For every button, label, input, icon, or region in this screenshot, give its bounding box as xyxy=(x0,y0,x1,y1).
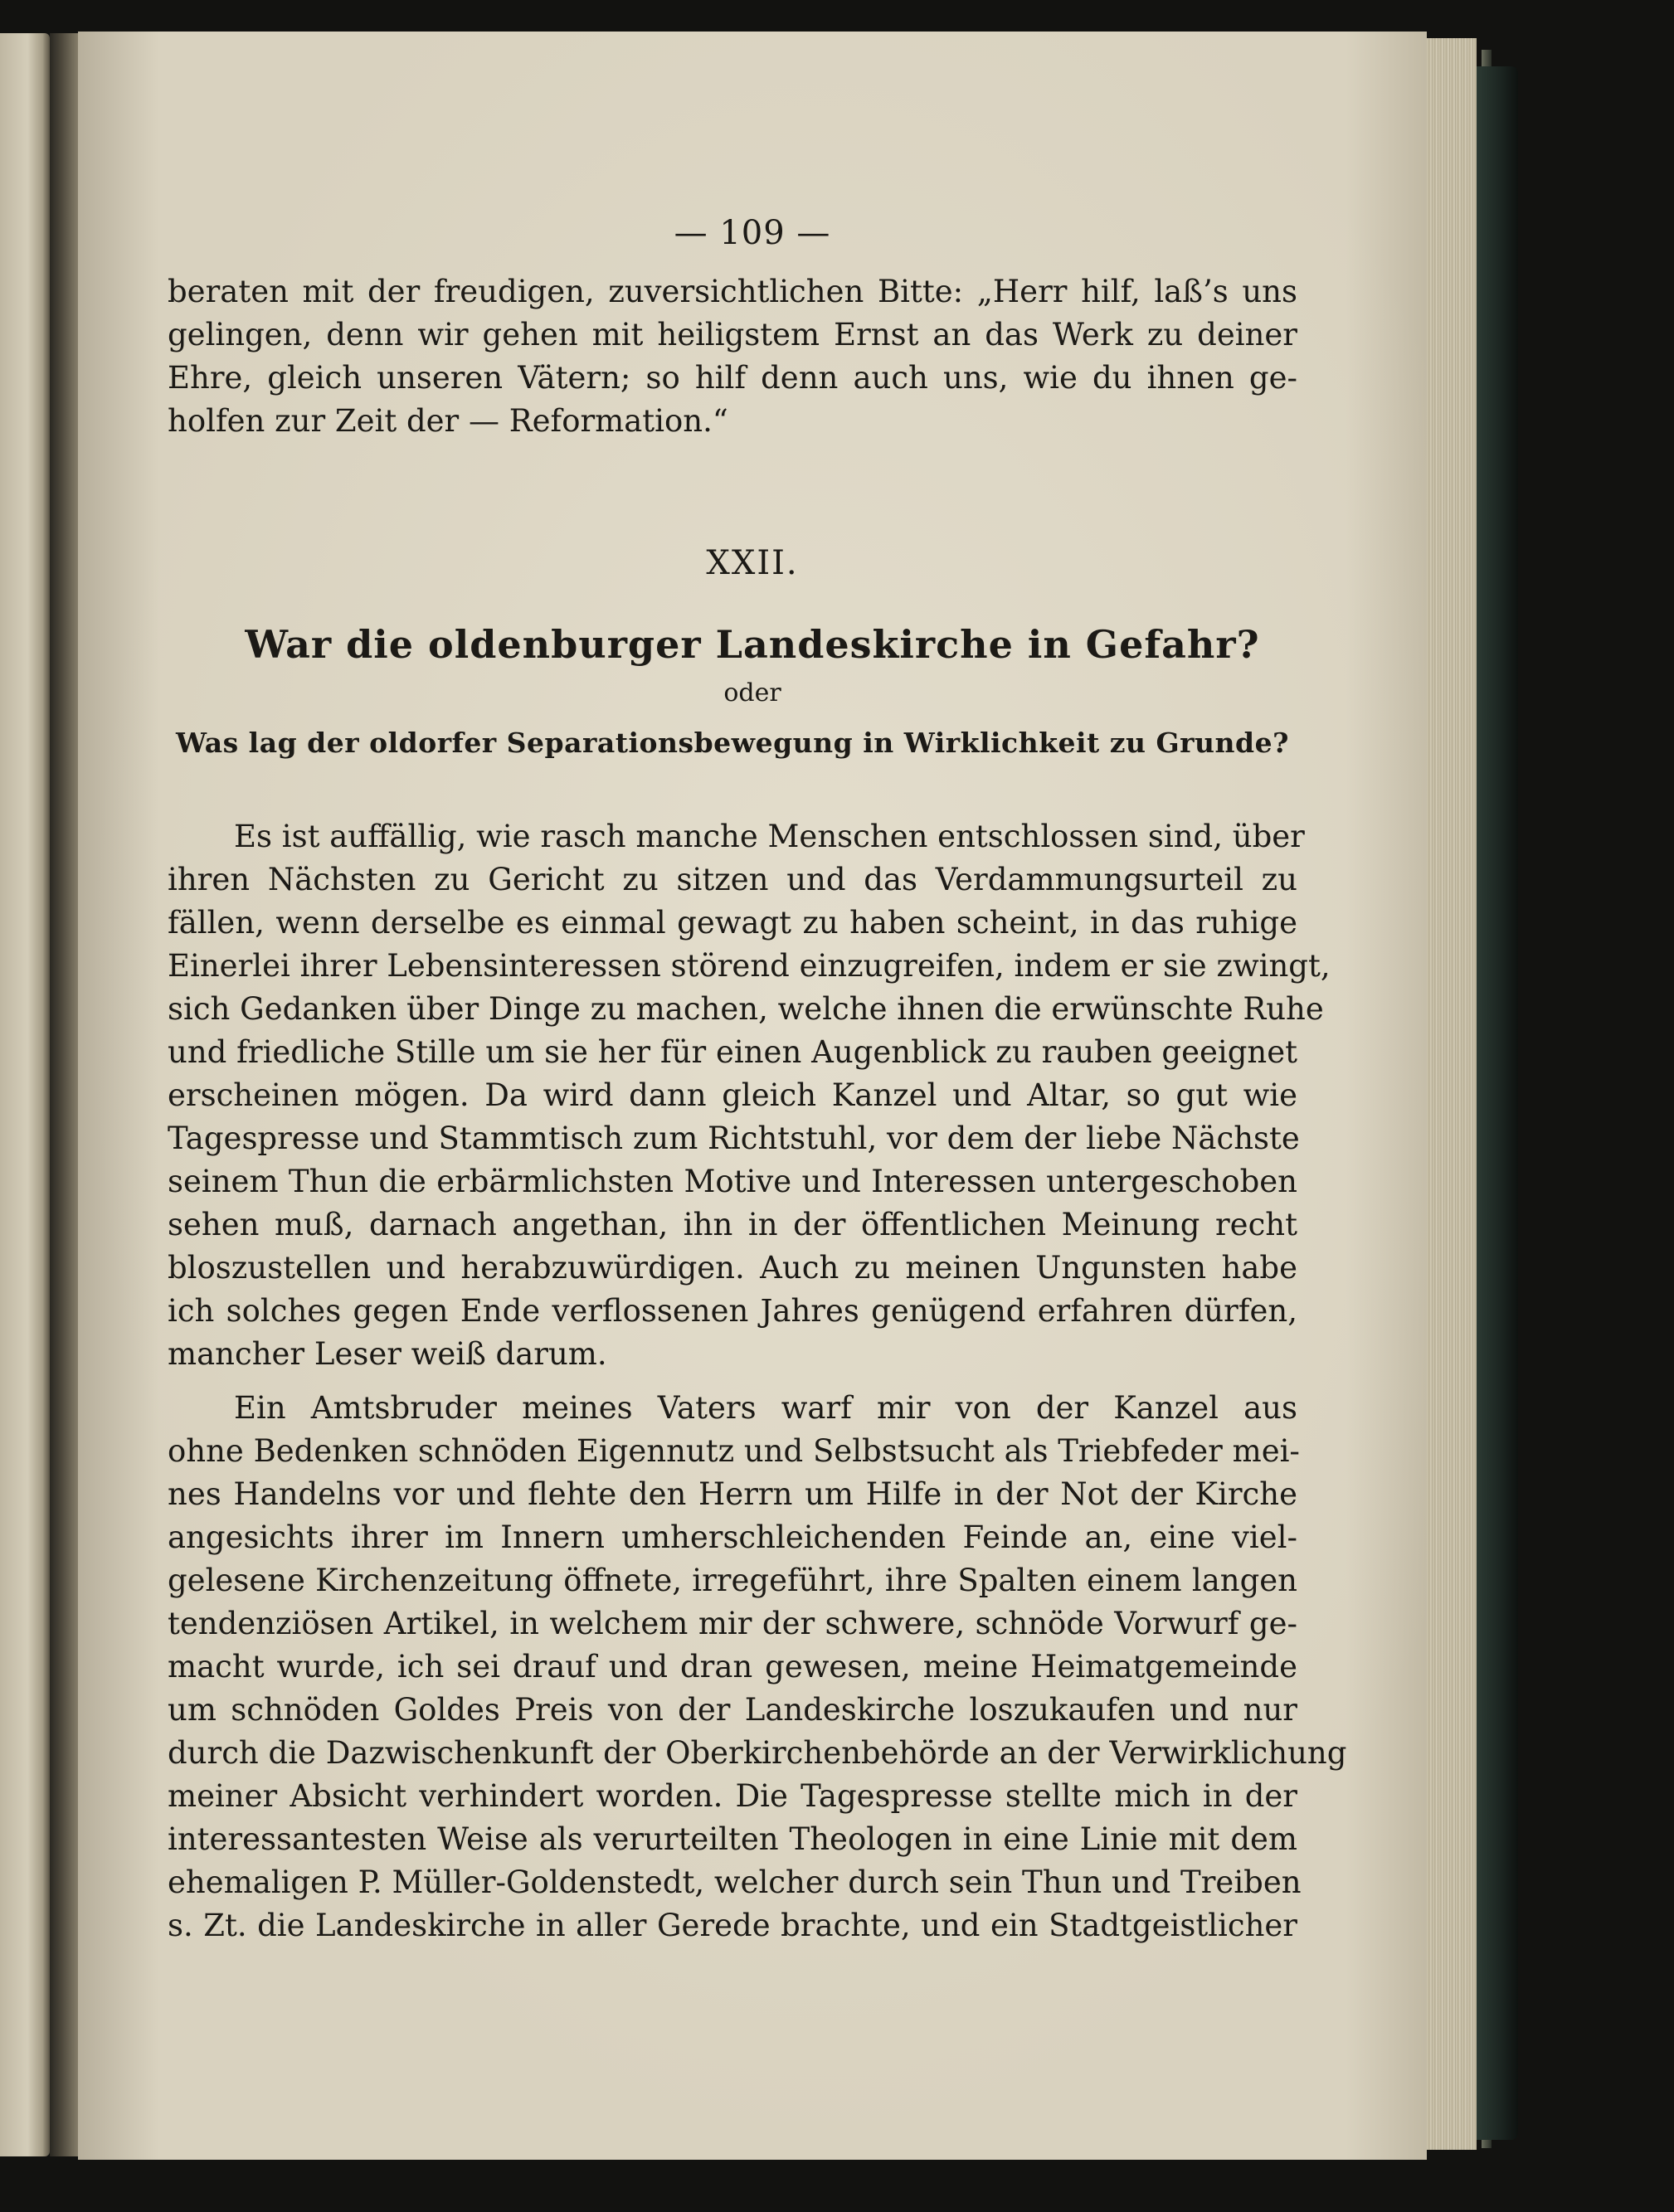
page-content xyxy=(78,32,1427,2160)
text-line: fällen, wenn derselbe es einmal gewagt zu haben scheint, in das ruhige xyxy=(168,905,1297,941)
text-line: meiner Absicht verhindert worden. Die Tagespresse stellte mich in der xyxy=(168,1778,1297,1814)
text-line: Es ist auffällig, wie rasch manche Menschen entschlossen sind, über xyxy=(234,819,1305,854)
text-line: seinem Thun die erbärmlichsten Motive und Interessen untergeschoben xyxy=(168,1164,1297,1199)
text-line: ich solches gegen Ende verflossenen Jahres genügend erfahren dürfen, xyxy=(168,1293,1297,1329)
text-line: sehen muß, darnach angethan, ihn in der öffentlichen Meinung recht xyxy=(168,1207,1297,1242)
text-line: erscheinen mögen. Da wird dann gleich Kanzel und Altar, so gut wie xyxy=(168,1077,1297,1113)
previous-page-edge xyxy=(0,33,50,2156)
text-line: gelesene Kirchenzeitung öffnete, irregeführt, ihre Spalten einem langen xyxy=(168,1563,1297,1598)
book-cover-edge xyxy=(1477,66,1518,2140)
text-line: s. Zt. die Landeskirche in aller Gerede brachte, und ein Stadtgeistlicher xyxy=(168,1908,1297,1943)
page-stack-edges xyxy=(1427,38,1477,2150)
text-line: ehemaligen P. Müller-Goldenstedt, welcher durch sein Thun und Treiben xyxy=(168,1864,1302,1900)
chapter-connector: oder xyxy=(723,678,781,707)
chapter-number: XXII. xyxy=(706,544,799,582)
text-line: holfen zur Zeit der — Reformation.“ xyxy=(168,403,728,439)
text-line: bloszustellen und herabzuwürdigen. Auch zu meinen Ungunsten habe xyxy=(168,1250,1297,1286)
text-line: um schnöden Goldes Preis von der Landeskirche loszukaufen und nur xyxy=(168,1692,1297,1728)
text-line: Ein Amtsbruder meines Vaters warf mir von der Kanzel aus xyxy=(234,1390,1297,1426)
book-gutter xyxy=(50,33,78,2156)
text-line: tendenziösen Artikel, in welchem mir der schwere, schnöde Vorwurf ge- xyxy=(168,1606,1297,1641)
text-line: ohne Bedenken schnöden Eigennutz und Selbstsucht als Triebfeder mei- xyxy=(168,1433,1300,1469)
text-line: ihren Nächsten zu Gericht zu sitzen und das Verdammungsurteil zu xyxy=(168,862,1297,897)
text-line: macht wurde, ich sei drauf und dran gewesen, meine Heimatgemeinde xyxy=(168,1649,1297,1685)
text-line: Einerlei ihrer Lebensinteressen störend einzugreifen, indem er sie zwingt, xyxy=(168,948,1331,984)
text-line: sich Gedanken über Dinge zu machen, welche ihnen die erwünschte Ruhe xyxy=(168,991,1324,1027)
text-line: interessantesten Weise als verurteilten Theologen in eine Linie mit dem xyxy=(168,1821,1297,1857)
text-line: Ehre, gleich unseren Vätern; so hilf denn auch uns, wie du ihnen ge- xyxy=(168,360,1297,396)
text-line: beraten mit der freudigen, zuversichtlichen Bitte: „Herr hilf, laß’s uns xyxy=(168,274,1297,309)
text-line: und friedliche Stille um sie her für einen Augenblick zu rauben geeignet xyxy=(168,1034,1297,1070)
book-page xyxy=(78,32,1427,2160)
text-line: gelingen, denn wir gehen mit heiligstem Ernst an das Werk zu deiner xyxy=(168,317,1297,352)
text-line: nes Handelns vor und flehte den Herrn um Hilfe in der Not der Kirche xyxy=(168,1476,1297,1512)
text-line: angesichts ihrer im Innern umherschleichenden Feinde an, eine viel- xyxy=(168,1519,1297,1555)
chapter-title: War die oldenburger Landeskirche in Gefahr? xyxy=(245,622,1260,667)
text-line: durch die Dazwischenkunft der Oberkirchenbehörde an der Verwirklichung xyxy=(168,1735,1347,1771)
chapter-subtitle: Was lag der oldorfer Separationsbewegung in Wirklichkeit zu Grunde? xyxy=(176,727,1289,759)
text-line: mancher Leser weiß darum. xyxy=(168,1336,607,1372)
text-line: Tagespresse und Stammtisch zum Richtstuhl, vor dem der liebe Nächste xyxy=(168,1121,1300,1156)
page-number: — 109 — xyxy=(674,214,831,252)
